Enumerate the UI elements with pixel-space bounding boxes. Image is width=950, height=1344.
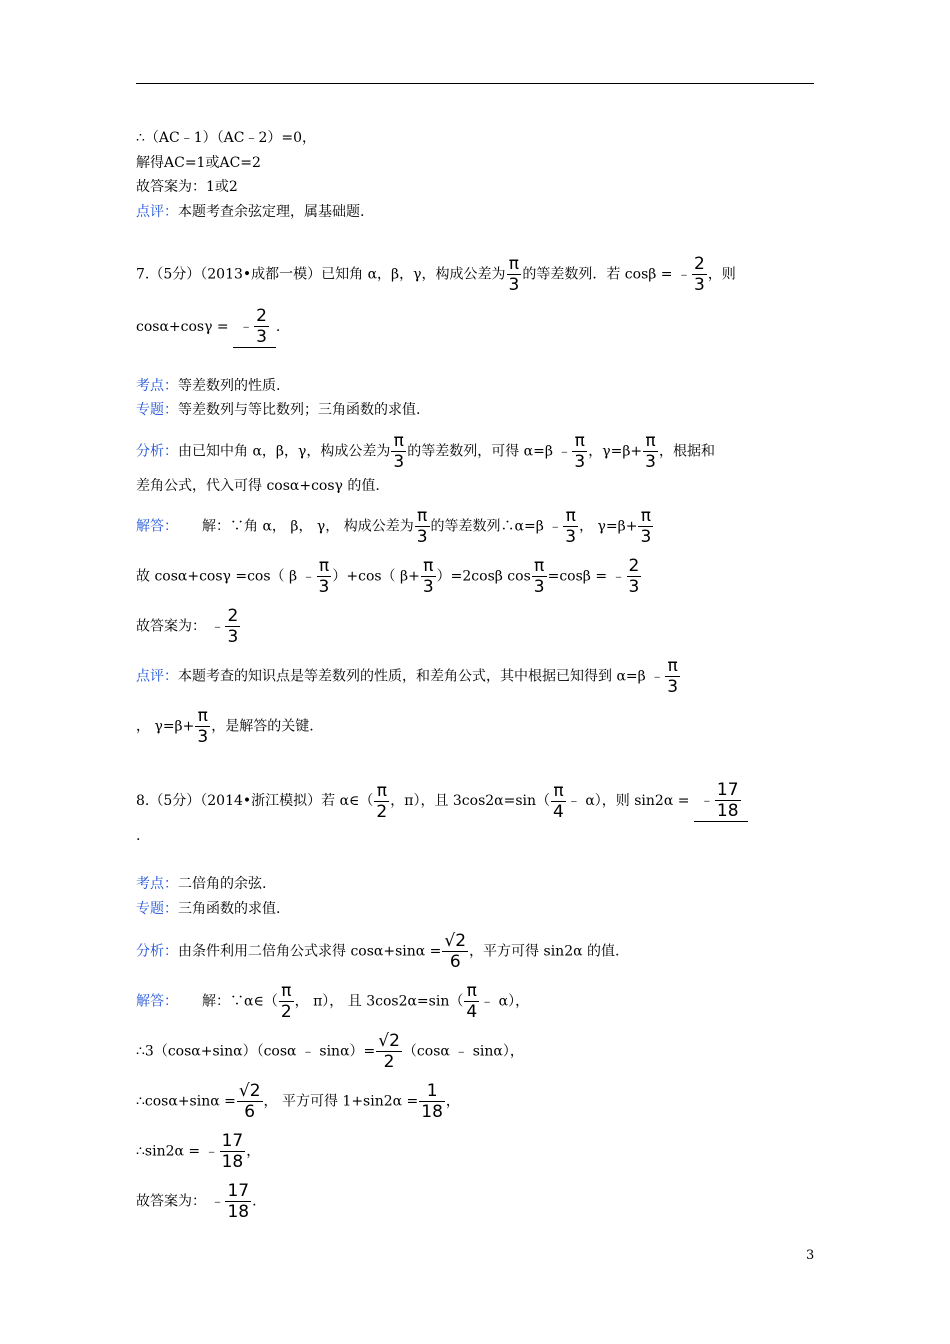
text: ，则: [707, 266, 736, 283]
kaodian: 考点：等差数列的性质.: [136, 378, 281, 394]
jieda: 解答： 解：∵角 α， β， γ， 构成公差为 $\frac{\pi}{3}$ 的等差数列∴α=β ﹣ $\frac{\pi}{3}$ ， γ=β+ $\frac{\pi}{3}$: [136, 506, 652, 547]
page-number: 3: [806, 1248, 815, 1263]
dianping: 点评：本题考查的知识点是等差数列的性质，和差角公式，其中根据已知得到 α=β ﹣ $\frac{\pi}{3}$: [136, 656, 679, 697]
jieda: 解答： 解：∵α∈（ $\frac{\pi}{2}$ ， π）， 且 3cos2α=sin（ $\frac{\pi}{4}$ ﹣ α），: [136, 981, 530, 1022]
answer-line: 故答案为： ﹣ $\frac{2}{3}$: [136, 606, 239, 647]
kaodian: 考点：二倍角的余弦.: [136, 876, 267, 892]
question-8: 8.（5分）（2014•浙江模拟）若 α∈（ $\frac{\pi}{2}$ ，π），且 3cos2α=sin（ $\frac{\pi}{4}$ ﹣ α），则 sin2α = ﹣ $\frac{17}{18}$: [136, 780, 748, 822]
text: 的等差数列．若 cosβ =: [522, 266, 677, 283]
comment-line: [136, 202, 364, 222]
text: cosα+cosγ =: [136, 319, 229, 335]
answer-blank: ﹣ $\frac{17}{18}$: [694, 780, 748, 822]
jieda-line2: ∴3（cosα+sinα）（cosα ﹣ sinα）= $\frac{√2}{2}$ （cosα ﹣ sinα），: [136, 1031, 524, 1072]
jieda-line2: 故 cosα+cosγ =cos（ β ﹣ $\frac{\pi}{3}$ ）+cos（ β+ $\frac{\pi}{3}$ ）=2cosβ cos $\frac{\pi}{3}$ =cosβ = ﹣ $\frac{2}{3}$: [136, 556, 640, 597]
answer-blank: ﹣ $\frac{2}{3}$: [233, 306, 276, 348]
question-8-end: .: [136, 828, 141, 844]
text-line: 故答案为：1或2: [136, 179, 238, 195]
fraction: $\frac{2}{3}$: [693, 254, 705, 295]
label: 点评：: [136, 204, 178, 220]
zhuanti: 专题：等差数列与等比数列；三角函数的求值.: [136, 402, 421, 418]
fenxi-line2: 差角公式，代入可得 cosα+cosγ 的值.: [136, 478, 380, 494]
jieda-line3: ∴cosα+sinα = $\frac{√2}{6}$ ， 平方可得 1+sin2α = $\frac{1}{18}$ ，: [136, 1081, 460, 1122]
dianping-line2: ， γ=β+ $\frac{\pi}{3}$ ，是解答的关键.: [136, 706, 314, 747]
text: 7.（5分）（2013•成都一模）已知角 α，β，γ，构成公差为: [136, 266, 506, 283]
question-7-answer-line: cosα+cosγ = ﹣ $\frac{2}{3}$ .: [136, 306, 281, 347]
text-line: 解得AC=1或AC=2: [136, 155, 261, 171]
zhuanti: 专题：三角函数的求值.: [136, 901, 281, 917]
answer-line: 故答案为： ﹣ $\frac{17}{18}$ .: [136, 1181, 257, 1222]
fenxi: 分析：由条件利用二倍角公式求得 cosα+sinα = $\frac{√2}{6}$ ，平方可得 sin2α 的值.: [136, 931, 620, 972]
text: 本题考查余弦定理，属基础题.: [178, 204, 365, 220]
fenxi: 分析：由已知中角 α，β，γ，构成公差为 $\frac{\pi}{3}$ 的等差数列，可得 α=β ﹣ $\frac{\pi}{3}$ ，γ=β+ $\frac{\pi}{3}$ ，根据和: [136, 431, 715, 472]
header-rule: [136, 83, 814, 84]
jieda-line4: ∴sin2α = ﹣ $\frac{17}{18}$ ，: [136, 1131, 261, 1172]
text-line: ∴（AC﹣1）（AC﹣2）=0，: [136, 130, 317, 146]
question-7: 7.（5分）（2013•成都一模）已知角 α，β，γ，构成公差为 $\frac{\pi}{3}$ 的等差数列．若 cosβ = ﹣ $\frac{2}{3}$ ，则: [136, 254, 736, 295]
fraction: $\frac{\pi}{3}$: [508, 254, 520, 295]
